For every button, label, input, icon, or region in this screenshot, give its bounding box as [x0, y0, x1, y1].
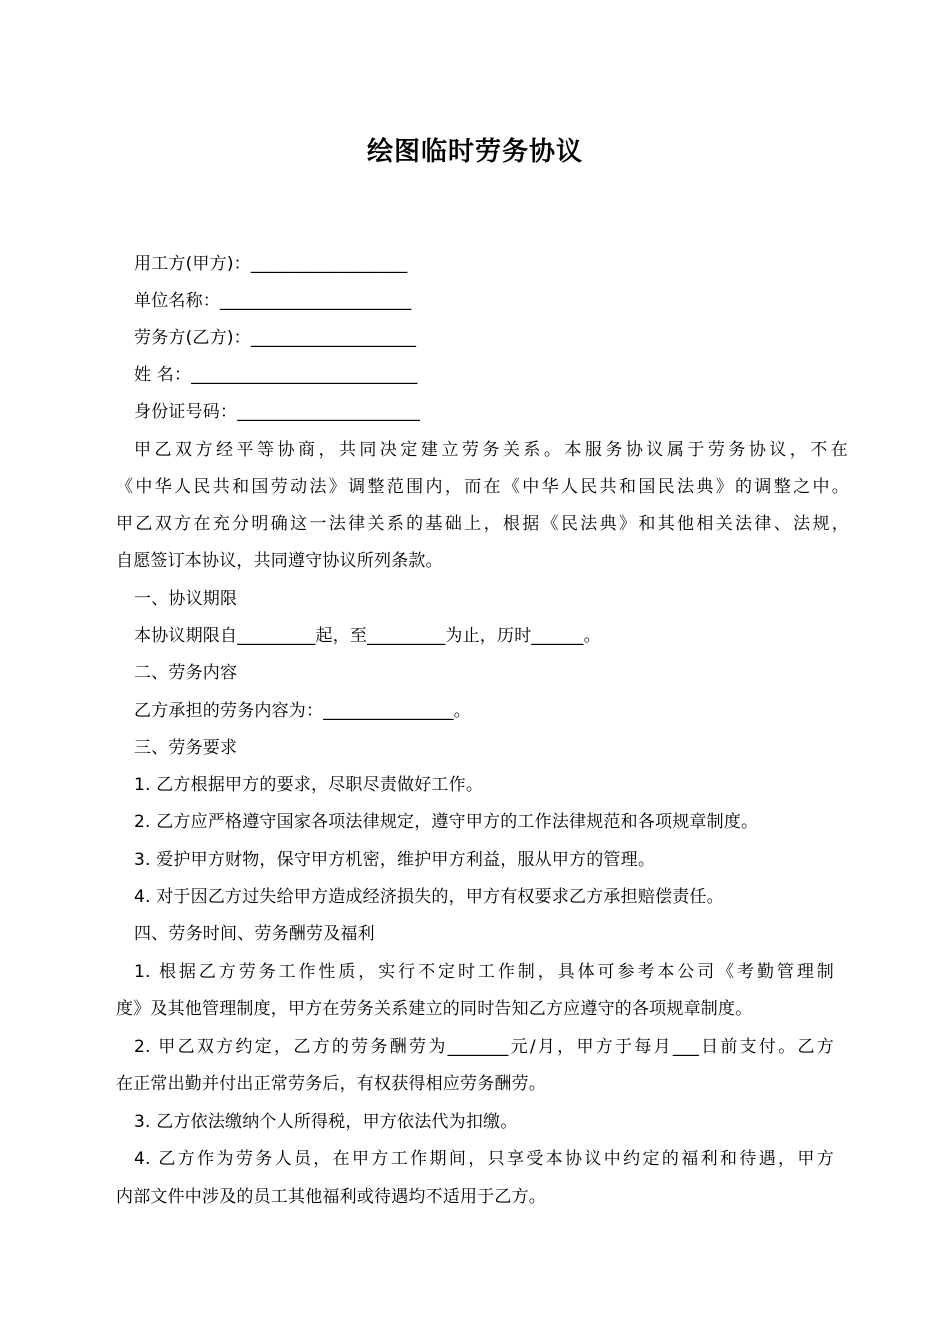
id-number-field: 身份证号码：_____________________ [134, 402, 420, 422]
preamble-line: 自愿签订本协议，共同遵守协议所列条款。 [116, 551, 443, 571]
clause-text: 4. 对于因乙方过失给甲方造成经济损失的，甲方有权要求乙方承担赔偿责任。 [134, 887, 724, 907]
clause-text: 在正常出勤并付出正常劳务后，有权获得相应劳务酬劳。 [116, 1074, 546, 1094]
clause-text: 4. 乙方作为劳务人员，在甲方工作期间，只享受本协议中约定的福利和待遇，甲方 [134, 1149, 834, 1169]
preamble-line: 甲乙双方经平等协商，共同决定建立劳务关系。本服务协议属于劳务协议，不在 [134, 440, 848, 460]
section-heading: 二、劳务内容 [134, 663, 238, 683]
clause-text: 3. 爱护甲方财物，保守甲方机密，维护甲方利益，服从甲方的管理。 [134, 850, 656, 870]
clause-text: 本协议期限自_________起，至_________为止，历时______。 [134, 626, 601, 646]
clause-text: 2. 乙方应严格遵守国家各项法律规定，遵守甲方的工作法律规范和各项规章制度。 [134, 812, 759, 832]
clause-text: 2. 甲乙双方约定，乙方的劳务酬劳为_______元/月，甲方于每月___日前支付。乙方 [134, 1037, 834, 1057]
section-heading: 三、劳务要求 [134, 738, 238, 758]
clause-text: 1. 根据乙方劳务工作性质，实行不定时工作制，具体可参考本公司《考勤管理制 [134, 962, 834, 982]
clause-text: 1. 乙方根据甲方的要求，尽职尽责做好工作。 [134, 775, 484, 795]
company-name-field: 单位名称：______________________ [134, 291, 412, 311]
name-field: 姓 名：__________________________ [134, 365, 418, 385]
preamble-line: 《中华人民共和国劳动法》调整范围内，而在《中华人民共和国民法典》的调整之中。 [116, 477, 849, 497]
preamble-line: 甲乙双方在充分明确这一法律关系的基础上，根据《民法典》和其他相关法律、法规， [116, 514, 849, 534]
section-heading: 一、协议期限 [134, 589, 238, 609]
clause-text: 乙方承担的劳务内容为：_______________。 [134, 701, 471, 721]
clause-text: 3. 乙方依法缴纳个人所得税，甲方依法代为扣缴。 [134, 1112, 518, 1132]
clause-text: 度》及其他管理制度，甲方在劳务关系建立的同时告知乙方应遵守的各项规章制度。 [116, 999, 753, 1019]
document-title: 绘图临时劳务协议 [366, 137, 583, 167]
party-a-field: 用工方(甲方)：__________________ [134, 254, 408, 274]
section-heading: 四、劳务时间、劳务酬劳及福利 [134, 924, 375, 944]
clause-text: 内部文件中涉及的员工其他福利或待遇均不适用于乙方。 [116, 1187, 546, 1207]
party-b-field: 劳务方(乙方)：___________________ [134, 328, 417, 348]
